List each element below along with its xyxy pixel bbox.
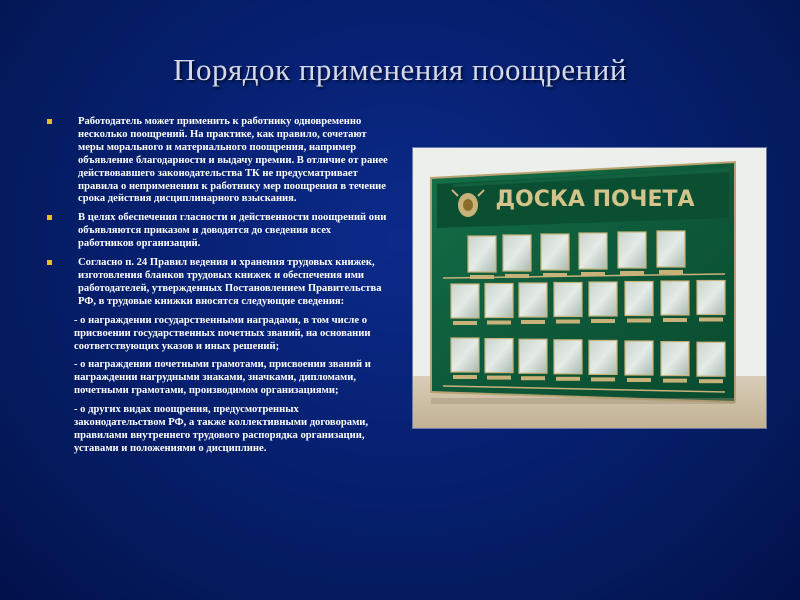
bullet-text: Работодатель может применить к работнику одновременно несколько поощрений. На практике, как правило, сочетают меры морального и материального поощрения, например объявление благодарности и выдачу премии. В отличие от ранее действовавшего законодательства ТК не предусматривает правила о неприменении к работнику мер поощрения в течение срока действия дисциплинарного взыскания. <box>78 116 388 205</box>
photo-frame <box>661 342 689 376</box>
photo-frame <box>625 282 653 316</box>
name-plate <box>663 379 687 383</box>
square-bullet-icon <box>47 215 52 220</box>
honor-board <box>431 162 735 402</box>
honor-board-photo <box>413 148 766 428</box>
slide-body <box>44 116 389 462</box>
photo-frame <box>554 283 582 317</box>
bullet-item <box>44 116 389 206</box>
photo-frame <box>579 233 607 269</box>
square-bullet-icon <box>47 260 52 265</box>
photo-frame <box>519 339 547 373</box>
name-plate <box>521 320 545 324</box>
name-plate <box>627 319 651 323</box>
slide-title: Порядок применения поощрений <box>173 52 627 87</box>
sub-item: - о награждении почетными грамотами, присвоении званий и награждении нагрудными знаками, значками, дипломами, почетными грамотами, производимом организациями; <box>74 359 371 397</box>
name-plate <box>591 319 615 323</box>
bullet-text: В целях обеспечения гласности и действенности поощрений они объявляются приказом и доводятся до сведения всех работников организаций. <box>78 212 387 250</box>
photo-frame <box>697 342 725 376</box>
photo-frame <box>697 281 725 315</box>
photo-frame <box>503 235 531 271</box>
photo-frame <box>661 281 689 315</box>
board-title: ДОСКА ПОЧЕТА <box>495 187 695 212</box>
name-plate <box>487 321 511 325</box>
bullet-item <box>44 257 389 309</box>
name-plate <box>556 320 580 324</box>
photo-frame <box>657 231 685 267</box>
photo-frame <box>541 234 569 270</box>
name-plate <box>659 270 683 274</box>
photo-frame <box>519 283 547 317</box>
photo-frame <box>451 338 479 372</box>
bullet-item <box>44 212 389 251</box>
photo-frame <box>589 282 617 316</box>
name-plate <box>699 379 723 383</box>
photo-frame <box>485 284 513 318</box>
bullet-text: Согласно п. 24 Правил ведения и хранения трудовых книжек, изготовления бланков трудовых книжек и обеспечения ими работодателей, утвержденных Постановлением Правительства РФ, в трудовые книжки вносятся следующие сведения: <box>78 257 382 307</box>
photo-frame <box>618 232 646 268</box>
photo-frame <box>554 340 582 374</box>
sub-item: - о награждении государственными наградами, в том числе о присвоении государственных почетных званий, на основании соответствующих указов и иных решений; <box>74 314 371 352</box>
name-plate <box>663 318 687 322</box>
name-plate <box>620 271 644 275</box>
name-plate <box>521 376 545 380</box>
photo-frame <box>625 341 653 375</box>
name-plate <box>453 375 477 379</box>
name-plate <box>556 377 580 381</box>
name-plate <box>453 321 477 325</box>
photo-frame <box>468 236 496 272</box>
name-plate <box>699 318 723 322</box>
photo-frame <box>451 284 479 318</box>
name-plate <box>591 377 615 381</box>
sub-item: - о других видах поощрения, предусмотренных законодательством РФ, а также коллективными договорами, правилами внутреннего трудового распорядка организации, уставами и положениями о дисциплине. <box>74 404 369 454</box>
photo-frame <box>485 339 513 373</box>
name-plate <box>487 376 511 380</box>
photo-frame <box>589 340 617 374</box>
name-plate <box>627 378 651 382</box>
square-bullet-icon <box>47 119 52 124</box>
honor-board-illustration <box>413 148 766 428</box>
